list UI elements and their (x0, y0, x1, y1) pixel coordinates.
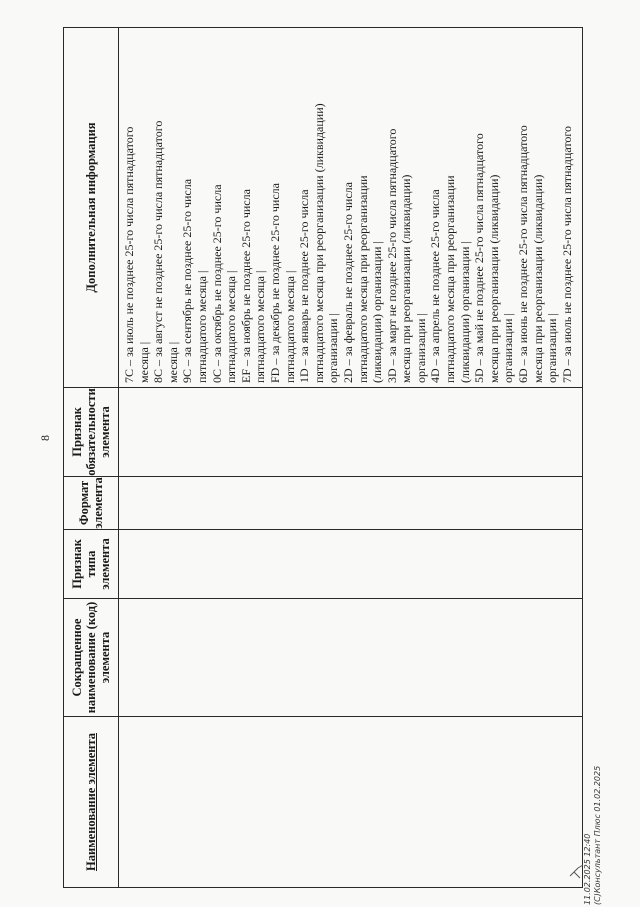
info-line: пятнадцатого месяца | (224, 270, 239, 383)
cell-name (119, 717, 583, 888)
header-name: Наименование элемента (64, 717, 119, 888)
info-line: 2D – за февраль не позднее 25-го числа (340, 182, 355, 383)
table-header-row (64, 28, 119, 888)
info-line: месяца | (136, 341, 151, 383)
header-additional: Дополнительная информация (64, 28, 119, 388)
cell-additional-info (119, 28, 583, 388)
info-line: 8С – за август не позднее 25-го числа пятнадцатого (151, 120, 166, 383)
info-line: организации | (413, 313, 428, 383)
info-line: организации | (501, 313, 516, 383)
info-line: 7С – за июль не позднее 25-го числа пятнадцатого (122, 126, 136, 383)
info-line: 5D – за май не позднее 25-го числа пятнадцатого (472, 133, 487, 383)
page-number: 8 (38, 435, 52, 441)
info-line: пятнадцатого месяца | (194, 270, 209, 383)
table-row (119, 28, 583, 888)
cell-short-name (119, 599, 583, 717)
info-line: пятнадцатого месяца при реорганизации (ликвидации) (311, 103, 326, 383)
header-type: Признак типа элемента (64, 530, 119, 599)
document-footer (583, 766, 603, 905)
info-line: пятнадцатого месяца | (253, 270, 268, 383)
cell-mandatory (119, 388, 583, 477)
info-line: FD – за декабрь не позднее 25-го числа (267, 183, 282, 383)
info-line: пятнадцатого месяца при реорганизации (355, 175, 370, 383)
info-line: 6D – за июнь не позднее 25-го числа пятнадцатого (516, 125, 531, 383)
additional-info-text (122, 32, 574, 383)
info-line: пятнадцатого месяца | (282, 270, 297, 383)
cell-format (119, 477, 583, 530)
info-line: пятнадцатого месяца при реорганизации (443, 175, 458, 383)
info-line: месяца при реорганизации (ликвидации) (530, 174, 545, 383)
info-line: 4D – за апрель не позднее 25-го числа (428, 189, 443, 383)
header-short-name: Сокращенное наименование (код) элемента (64, 599, 119, 717)
info-line: организации | (545, 313, 560, 383)
info-line: (ликвидации) организации | (457, 241, 472, 383)
info-line: 1D – за январь не позднее 25-го числа (297, 189, 312, 383)
rotated-table-block (63, 28, 583, 888)
elements-table (63, 27, 583, 888)
info-line: месяца | (165, 341, 180, 383)
info-line: ЕF – за ноябрь не позднее 25-го числа (238, 189, 253, 383)
info-line: 3D – за март не позднее 25-го числа пятнадцатого (384, 128, 399, 383)
info-line: 0С – за октябрь не позднее 25-го числа (209, 184, 224, 383)
cell-type (119, 530, 583, 599)
info-line: (ликвидации) организации | (370, 241, 385, 383)
info-line: месяца при реорганизации (ликвидации) (399, 174, 414, 383)
info-line: 7D – за июль не позднее 25-го числа пятнадцатого (559, 125, 574, 383)
info-line: организации | (326, 313, 341, 383)
footer-line-1: 11.02.2025 12:40 (583, 833, 592, 905)
footer-line-2: (C)Консультант Плюс 01.02.2025 (593, 765, 602, 905)
info-line: месяца при реорганизации (ликвидации) (486, 174, 501, 383)
info-line: 9С – за сентябрь не позднее 25-го числа (180, 178, 195, 383)
header-format: Формат элемента (64, 477, 119, 530)
header-mandatory: Признак обязательности элемента (64, 388, 119, 477)
